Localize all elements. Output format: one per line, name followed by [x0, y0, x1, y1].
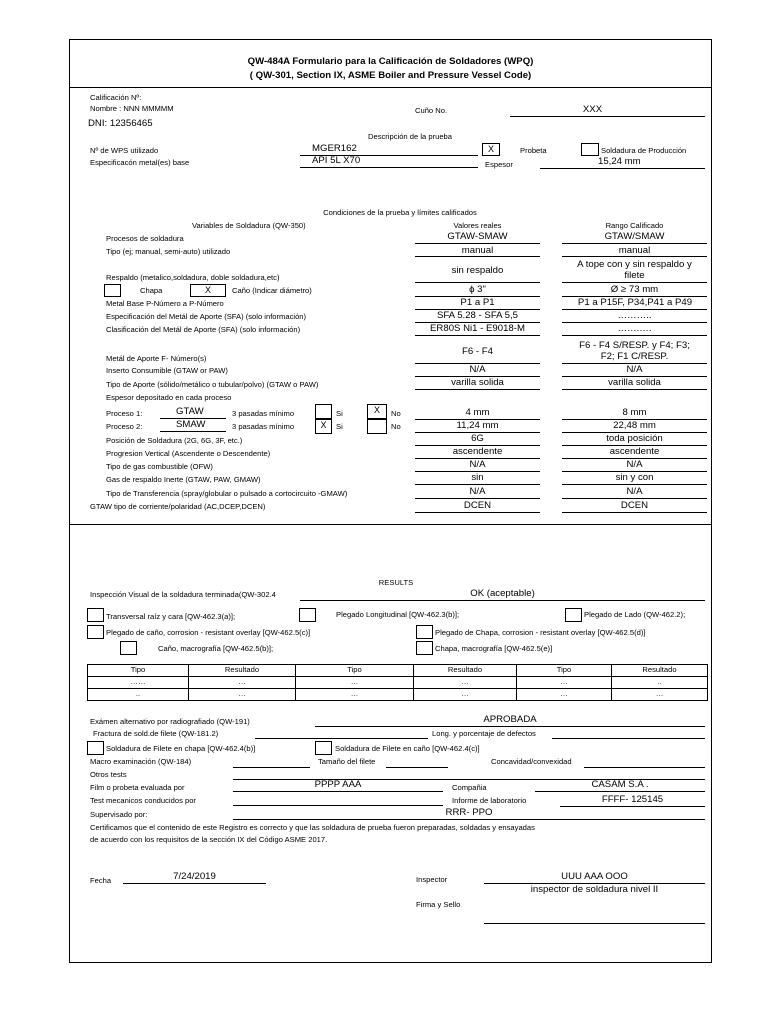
- row-metalbase-value: P1 a P1: [460, 297, 495, 308]
- tamano-line: [386, 767, 448, 768]
- table-cell: …: [611, 688, 708, 701]
- row-sfa-label: Especificación del Metál de Aporte (SFA) (solo información): [106, 312, 307, 321]
- row-metalbase-label: Metal Base P-Número a P-Número: [106, 299, 224, 308]
- row-sfa-range: ………..: [617, 310, 652, 321]
- compania-value: CASAM S.A .: [591, 779, 649, 790]
- cell-line: [562, 256, 707, 257]
- row-procesos-range: GTAW/SMAW: [604, 231, 665, 242]
- row-corriente-value: DCEN: [463, 500, 492, 511]
- row-gas-resp-value: sin: [471, 472, 484, 483]
- fecha-label: Fecha: [90, 876, 112, 885]
- row-fnum-range-2: F2; F1 C/RESP.: [600, 351, 669, 362]
- fractura-label: Fractura de sold.de filete (QW-181.2): [93, 729, 219, 738]
- table-cell: ..: [611, 676, 708, 689]
- section-divider: [69, 524, 712, 525]
- row-espesor-dep-label: Espesor depositado en cada proceso: [106, 393, 232, 402]
- row-transfer-value: N/A: [469, 486, 486, 497]
- concavidad-label: Concavidad/convexidad: [491, 757, 572, 766]
- col-variables-header: Variables de Soldadura (QW-350): [192, 221, 306, 230]
- fecha-line: [123, 883, 266, 884]
- row-procesos-value: GTAW-SMAW: [447, 231, 508, 242]
- row-cano-range: Ø ≥ 73 mm: [610, 284, 659, 295]
- row-inserto-value: N/A: [469, 364, 486, 375]
- check-longitudinal[interactable]: [299, 608, 316, 622]
- row-aporte-range: varilla solida: [608, 377, 661, 388]
- row-progresion-range: ascendente: [609, 446, 660, 457]
- check-cano-macro-label: Caño, macrografía [QW-462.5(b)];: [158, 644, 274, 653]
- filete-chapa-label: Soldadura de Filete en chapa [QW-462.4(b)]: [106, 744, 256, 753]
- row-gas-comb-label: Tipo de gas combustible (OFW): [106, 462, 213, 471]
- table-header-resultado-1: Resultado: [188, 664, 296, 677]
- long-line: [552, 738, 705, 739]
- row-tipo-range: manual: [618, 245, 651, 256]
- cell-line: [562, 282, 707, 283]
- supervisado-line: [233, 819, 705, 820]
- row-sfa-value: SFA 5.28 - SFA 5,5: [436, 310, 519, 321]
- proceso1-label: Proceso 1:: [106, 409, 143, 418]
- visual-label: Inspección Visual de la soldadura terminada(QW-302.4: [90, 590, 276, 599]
- cell-line: [415, 512, 540, 513]
- row-progresion-label: Progresion Vertical (Ascendente o Descendente): [106, 449, 271, 458]
- proceso1-si-label: Si: [336, 409, 343, 418]
- proceso2-label: Proceso 2:: [106, 422, 143, 431]
- check-chapa-overlay[interactable]: [416, 625, 433, 639]
- check-chapa-macro-label: Chapa, macrografía [QW-462.5(e)]: [435, 644, 553, 653]
- col-valores-header: Valores reales: [453, 221, 502, 230]
- table-cell: ..: [87, 688, 189, 701]
- dni-value: DNI: 12356465: [88, 118, 153, 129]
- table-cell: ……: [87, 676, 189, 689]
- film-label: Film o probeta evaluada por: [90, 783, 185, 792]
- table-cell: …: [413, 676, 517, 689]
- probeta-label: Probeta: [520, 146, 547, 155]
- table-cell: …: [295, 688, 414, 701]
- form-subtitle: ( QW-301, Section IX, ASME Boiler and Pressure Vessel Code): [249, 70, 532, 81]
- proceso1-value: 4 mm: [465, 407, 490, 418]
- row-posicion-value: 6G: [471, 433, 484, 444]
- base-metal-label: Especificacón metal(es) base: [90, 158, 190, 167]
- check-cano-overlay[interactable]: [87, 625, 104, 639]
- film-line: [233, 791, 443, 792]
- cell-line: [562, 512, 707, 513]
- row-metalbase-range: P1 a P15F, P34,P41 a P49: [577, 297, 693, 308]
- row-corriente-range: DCEN: [620, 500, 649, 511]
- long-label: Long. y porcentaje de defectos: [432, 729, 536, 738]
- table-cell: …: [295, 676, 414, 689]
- test-section-title: Descripción de la prueba: [367, 132, 452, 141]
- base-metal-value: API 5L X70: [312, 155, 361, 166]
- firma-label: Firma y Sello: [416, 900, 461, 909]
- table-cell: …: [188, 688, 296, 701]
- cell-line: [562, 243, 707, 244]
- row-clasif-label: Clasificación del Metál de Aporte (SFA) (solo información): [106, 325, 301, 334]
- macro-line: [233, 767, 310, 768]
- cell-line: [562, 389, 707, 390]
- filete-cano-label: Soldadura de Filete en caño [QW-462.4(c)]: [335, 744, 480, 753]
- cell-line: [415, 256, 540, 257]
- check-cano-macro[interactable]: [120, 641, 137, 655]
- row-posicion-range: toda posición: [606, 433, 663, 444]
- row-fnum-range-1: F6 - F4 S/RESP. y F4; F3;: [579, 340, 690, 351]
- cuno-label: Cuño No.: [415, 106, 448, 115]
- proceso2-si-checkbox[interactable]: X: [315, 419, 332, 434]
- check-transversal[interactable]: [87, 608, 104, 622]
- col-rango-header: Rango Calificado: [605, 221, 664, 230]
- row-gas-resp-label: Gas de respaldo Inerte (GTAW, PAW, GMAW): [106, 475, 261, 484]
- row-respaldo-range-2: filete: [624, 270, 645, 281]
- row-gas-comb-range: N/A: [626, 459, 643, 470]
- tamano-label: Tamaño del filete: [318, 757, 376, 766]
- concavidad-line: [584, 767, 705, 768]
- row-aporte-label: Tipo de Aporte (sólido/metálico o tubular/polvo) (GTAW o PAW): [106, 380, 319, 389]
- cell-line: [415, 389, 540, 390]
- firma-line: [484, 923, 705, 924]
- proceso2-no-label: No: [391, 422, 401, 431]
- table-cell: …: [413, 688, 517, 701]
- row-transfer-label: Tipo de Transferencia (spray/globular o pulsado a cortocircuito -GMAW): [106, 489, 348, 498]
- table-cell: …: [516, 676, 612, 689]
- radiog-value: APROBADA: [483, 714, 537, 725]
- inspector-title: inspector de soldadura nivel II: [530, 884, 659, 895]
- check-longitudinal-label: Plegado Longitudinal [QW-462.3(b)];: [336, 610, 460, 619]
- table-header-resultado-3: Resultado: [611, 664, 708, 677]
- inspector-value: UUU AAA OOO: [561, 871, 628, 882]
- espesor-label: Espesor: [485, 160, 513, 169]
- wps-label: Nº de WPS utilizado: [90, 146, 159, 155]
- row-transfer-range: N/A: [626, 486, 643, 497]
- row-fnum-label: Metál de Aporte F- Número(s): [106, 354, 207, 363]
- row-procesos-label: Procesos de soldadura: [106, 234, 184, 243]
- cell-line: [562, 484, 707, 485]
- cell-line: [415, 484, 540, 485]
- check-lado-label: Plegado de Lado (QW-462.2);: [584, 610, 686, 619]
- row-fnum-value: F6 - F4: [462, 346, 493, 357]
- calificacion-label: Calificación Nº:: [90, 93, 142, 102]
- produccion-checkbox[interactable]: [581, 143, 599, 156]
- macro-label: Macro examinación (QW-184): [90, 757, 192, 766]
- check-filete-chapa[interactable]: [87, 741, 104, 755]
- row-gas-comb-value: N/A: [469, 459, 486, 470]
- check-chapa-macro[interactable]: [416, 641, 433, 655]
- form-title: QW-484A Formulario para la Calificación de Soldadores (WPQ): [247, 56, 534, 67]
- fecha-value: 7/24/2019: [173, 871, 216, 882]
- informe-value: FFFF- 125145: [601, 794, 664, 805]
- row-respaldo-value: sin respaldo: [451, 265, 504, 276]
- base-metal-line: [300, 167, 478, 168]
- certificacion-line-2: de acuerdo con los requisitos de la sección IX del Código ASME 2017.: [90, 835, 328, 844]
- table-cell: …: [516, 688, 612, 701]
- proceso2-passes: 3 pasadas mínimo: [232, 422, 295, 431]
- row-tipo-label: Tipo (ej; manual, semi-auto) utilizado: [106, 247, 231, 256]
- row-respaldo-label: Respaldo (metalico,soldadura, doble soldadura,etc): [106, 273, 280, 282]
- chapa-checkbox[interactable]: [104, 284, 121, 297]
- proceso1-no-checkbox[interactable]: X: [367, 404, 387, 419]
- mecanicos-line: [233, 805, 443, 806]
- nombre-label: Nombre : NNN MMMMM: [90, 104, 174, 113]
- visual-value: OK (aceptable): [470, 588, 535, 599]
- proceso1-passes: 3 pasadas mínimo: [232, 409, 295, 418]
- proceso1-range: 8 mm: [622, 407, 647, 418]
- check-filete-cano[interactable]: [315, 741, 332, 755]
- cell-line: [415, 282, 540, 283]
- proceso2-si-label: Si: [336, 422, 343, 431]
- check-transversal-label: Transversal raíz y cara [QW-462.3(a)];: [106, 612, 236, 621]
- cell-line: [415, 243, 540, 244]
- check-lado[interactable]: [565, 608, 582, 622]
- compania-line: [535, 791, 705, 792]
- table-header-tipo-3: Tipo: [516, 664, 612, 677]
- fractura-line: [255, 738, 428, 739]
- radiog-label: Exámen alternativo por radiografiado (QW-191): [90, 717, 250, 726]
- cuno-line: [510, 116, 705, 117]
- supervisado-value: RRR- PPO: [445, 807, 493, 818]
- row-cano-value: ϕ 3": [469, 284, 486, 295]
- informe-label: Informe de laboratorio: [452, 796, 527, 805]
- row-inserto-range: N/A: [626, 364, 643, 375]
- inspector-label: Inspector: [416, 875, 448, 884]
- visual-line: [300, 600, 705, 601]
- row-progresion-value: ascendente: [452, 446, 503, 457]
- otros-label: Otros tests: [90, 770, 127, 779]
- espesor-value: 15,24 mm: [598, 156, 641, 167]
- produccion-label: Soldadura de Producción: [601, 146, 687, 155]
- probeta-checkbox[interactable]: X: [482, 143, 500, 156]
- film-value: PPPP AAA: [314, 779, 362, 790]
- proceso2-value: 11,24 mm: [456, 420, 499, 431]
- radiog-line: [315, 726, 705, 727]
- espesor-line: [540, 168, 705, 169]
- wps-value: MGER162: [312, 143, 357, 154]
- certificacion-line-1: Certificamos que el contenido de este Registro es correcto y que las soldadura de prueba fueron preparadas, soldadas y ensayadas: [90, 823, 535, 832]
- proceso1-process: GTAW: [176, 406, 204, 417]
- cell-line: [562, 498, 707, 499]
- row-aporte-value: varilla solida: [451, 377, 504, 388]
- header-divider: [69, 87, 712, 88]
- proceso2-range: 22,48 mm: [613, 420, 656, 431]
- cuno-value: XXX: [582, 104, 603, 115]
- chapa-label: Chapa: [140, 286, 163, 295]
- proceso1-si-checkbox[interactable]: [315, 404, 332, 419]
- row-cano-label: Caño (Indicar diámetro): [232, 286, 312, 295]
- results-title: RESULTS: [378, 578, 414, 587]
- table-header-tipo-1: Tipo: [87, 664, 189, 677]
- check-chapa-overlay-label: Plegado de Chapa, corrosion - resistant overlay [QW-462.5(d)]: [435, 628, 646, 637]
- row-corriente-label: GTAW tipo de corriente/polaridad (AC,DCEP,DCEN): [90, 502, 266, 511]
- row-tipo-value: manual: [461, 245, 494, 256]
- row-gas-resp-range: sin y con: [615, 472, 654, 483]
- proceso2-no-checkbox[interactable]: [367, 419, 387, 434]
- table-cell: …: [188, 676, 296, 689]
- proceso2-process: SMAW: [176, 419, 206, 430]
- cell-line: [562, 335, 707, 336]
- table-header-tipo-2: Tipo: [295, 664, 414, 677]
- row-clasif-range: …….….: [617, 323, 652, 334]
- conditions-title: Condiciones de la prueba y límites calificados: [323, 208, 477, 217]
- supervisado-label: Supervisado por:: [90, 810, 148, 819]
- table-header-resultado-2: Resultado: [413, 664, 517, 677]
- compania-label: Compañia: [452, 783, 487, 792]
- cell-line: [415, 335, 540, 336]
- check-cano-overlay-label: Plegado de caño, corrosion - resistant overlay [QW-462.5(c)]: [106, 628, 311, 637]
- cell-line: [160, 431, 226, 432]
- row-clasif-value: ER80S Ni1 - E9018-M: [430, 323, 525, 334]
- row-inserto-label: Inserto Consumible (GTAW or PAW): [106, 366, 228, 375]
- proceso1-no-label: No: [391, 409, 401, 418]
- mecanicos-label: Test mecanicos conducidos por: [90, 796, 196, 805]
- row-respaldo-range-1: A tope con y sin respaldo y: [577, 259, 692, 270]
- row-posicion-label: Posición de Soldadura (2G, 6G, 3F, etc.): [106, 436, 243, 445]
- cano-checkbox[interactable]: X: [190, 284, 226, 297]
- cell-line: [415, 498, 540, 499]
